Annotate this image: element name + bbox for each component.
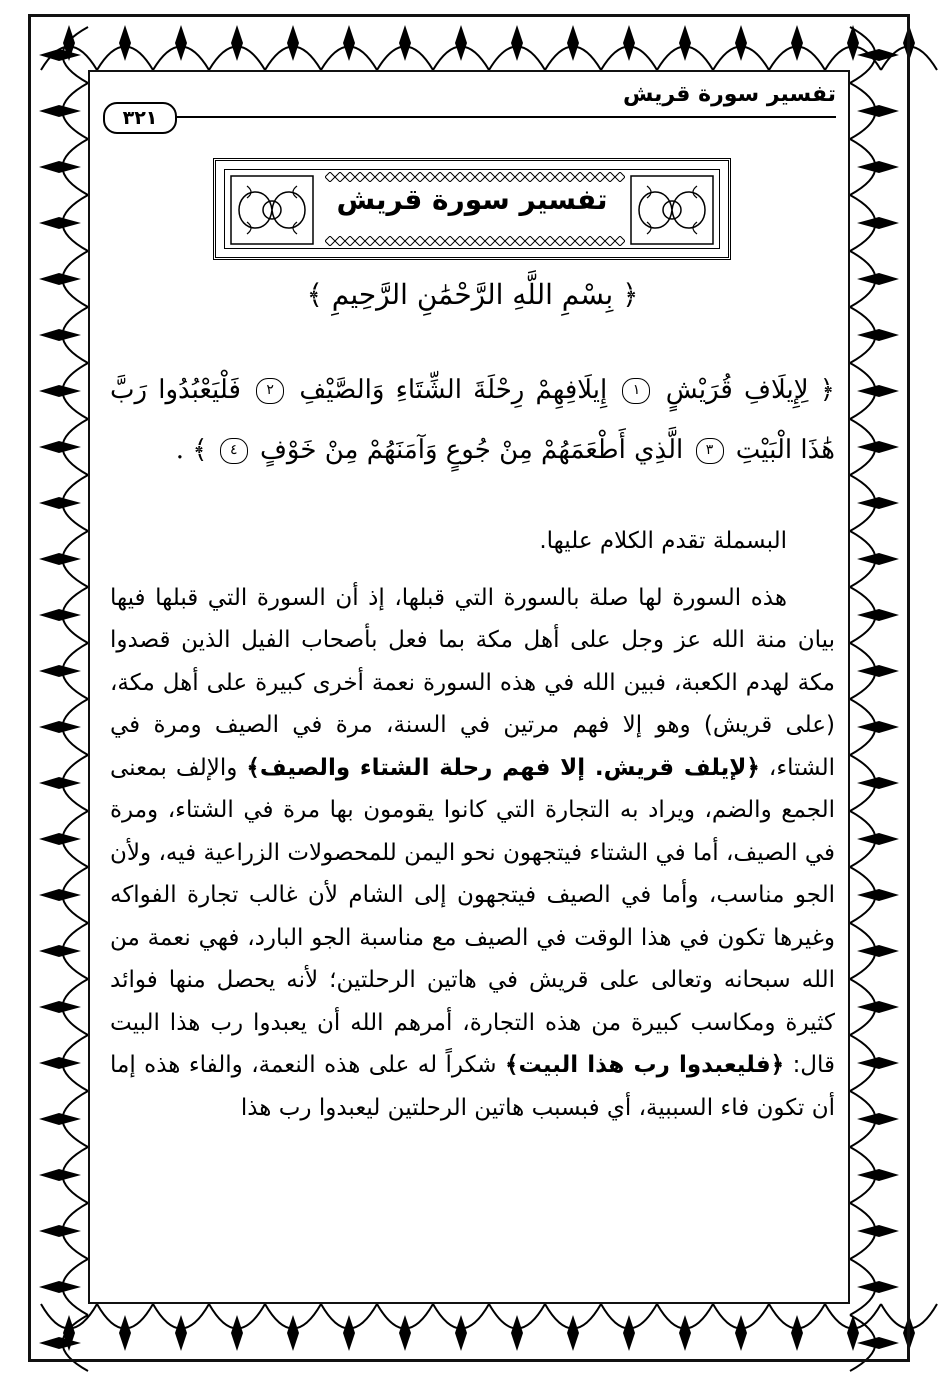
- page-number: ٣٢١: [122, 107, 158, 129]
- page-number-badge: [103, 102, 177, 134]
- ayah-number-2: ٢: [256, 378, 284, 404]
- ornament-band-bottom: [325, 236, 625, 246]
- verse-4-text: الَّذِي أَطْعَمَهُمْ مِنْ جُوعٍ وَآمَنَهُمْ مِنْ خَوْفٍ: [259, 435, 684, 465]
- verses-closing: ﴾ .: [175, 435, 208, 465]
- basmala: ﴿ بِسْمِ اللَّهِ الرَّحْمَٰنِ الرَّحِيمِ ﴾: [306, 278, 639, 311]
- quran-verses: [110, 360, 835, 480]
- paragraph-2-part-a: هذه السورة لها صلة بالسورة التي قبلها، إذ أن السورة التي قبلها فيها بيان منة الله عز وجل على أهل مكة بما فعل بأصحاب الفيل الذين قصدوا مكة لهدم الكعبة، فبين الله في هذه السورة نعمة أخرى كبيرة على أهل مكة، (على قريش) وهو إلا فهم مرتين في السنة، مرة في الصيف ومرة في الشتاء،: [110, 584, 835, 781]
- surah-title: تفسير سورة قريش: [336, 183, 608, 216]
- commentary-text: [110, 520, 835, 1129]
- commentary-paragraph-2: [110, 577, 835, 1130]
- surah-title-cartouche: [213, 158, 731, 260]
- verse-2-text: إِيلَافِهِمْ رِحْلَةَ الشِّتَاءِ وَالصَّيْفِ: [299, 375, 608, 405]
- header-rule: [173, 116, 836, 118]
- paragraph-2-part-b: والإلف بمعنى الجمع والضم، ويراد به التجارة التي كانوا يقومون بها مرة في الشتاء، ومرة في الصيف، أما في الشتاء فيتجهون نحو اليمن للمحصولات الزراعية فيه، ولأن الجو مناسب، وأما في الصيف فيتجهون إلى الشام لأن غالب تجارة الفواكه وغيرها تكون في هذا الوقت في الصيف مع مناسبة الجو البارد، فهي نعمة من الله سبحانه وتعالى على قريش في هاتين الرحلتين؛ لأنه يحصل منها فوائد كثيرة ومكاسب كبيرة من هذه التجارة، أمرهم الله أن يعبدوا رب هذا البيت قال:: [110, 754, 836, 1078]
- verse-3-text: فَلْيَعْبُدُوا رَبَّ هَٰذَا الْبَيْتِ: [110, 375, 835, 465]
- verse-quote-1: ﴿لإيلف قريش. إلا فهم رحلة الشتاء والصيف﴾: [246, 754, 760, 781]
- commentary-paragraph-1: البسملة تقدم الكلام عليها.: [539, 528, 787, 554]
- arabesque-ornament-left: [229, 174, 315, 246]
- ayah-number-3: ٣: [696, 438, 724, 464]
- running-header-title: تفسير سورة قريش: [623, 82, 836, 107]
- verse-1-text: ﴿ لِإِيلَافِ قُرَيْشٍ: [665, 375, 836, 405]
- ornament-band-top: [325, 172, 625, 182]
- ayah-number-1: ١: [622, 378, 650, 404]
- paragraph-2-part-c: شكراً له على هذه النعمة، والفاء هذه إما أن تكون فاء السببية، أي فبسبب هاتين الرحلتين ليعبدوا رب هذا: [110, 1052, 835, 1121]
- running-header: [95, 76, 840, 129]
- verse-quote-2: ﴿فليعبدوا رب هذا البيت﴾: [505, 1052, 785, 1078]
- arabesque-ornament-right: [629, 174, 715, 246]
- ayah-number-4: ٤: [220, 438, 248, 464]
